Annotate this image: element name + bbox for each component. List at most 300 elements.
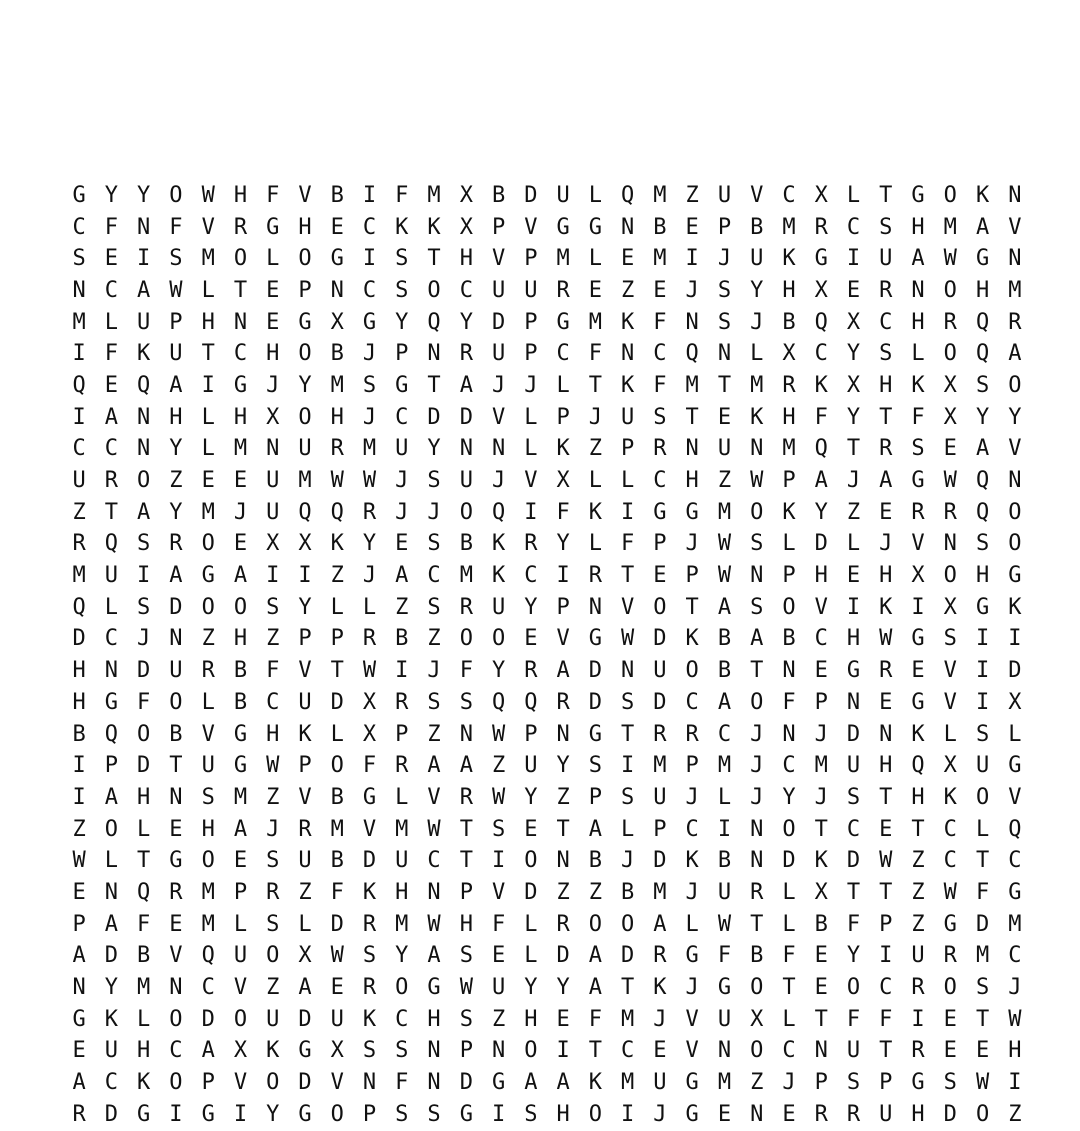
grid-cell[interactable]: C bbox=[621, 1038, 635, 1064]
grid-cell[interactable]: S bbox=[717, 309, 732, 335]
grid-cell[interactable]: D bbox=[975, 911, 990, 937]
grid-cell[interactable]: T bbox=[459, 848, 473, 874]
grid-cell[interactable]: Z bbox=[266, 784, 280, 810]
grid-cell[interactable]: K bbox=[814, 372, 828, 398]
grid-cell[interactable]: U bbox=[653, 784, 667, 810]
grid-cell[interactable]: C bbox=[717, 721, 732, 747]
grid-cell[interactable]: C bbox=[72, 214, 86, 240]
grid-cell[interactable]: R bbox=[459, 594, 473, 620]
grid-cell[interactable]: R bbox=[556, 277, 570, 303]
grid-cell[interactable]: G bbox=[556, 309, 570, 335]
grid-cell[interactable]: H bbox=[782, 277, 796, 303]
grid-cell[interactable]: P bbox=[395, 341, 409, 367]
grid-cell[interactable]: X bbox=[298, 943, 312, 969]
grid-cell[interactable]: H bbox=[266, 341, 280, 367]
grid-cell[interactable]: R bbox=[459, 341, 473, 367]
grid-cell[interactable]: I bbox=[201, 372, 215, 398]
grid-cell[interactable]: O bbox=[588, 911, 602, 937]
grid-cell[interactable]: S bbox=[137, 531, 151, 557]
grid-cell[interactable]: D bbox=[814, 531, 828, 557]
grid-cell[interactable]: P bbox=[556, 404, 570, 430]
grid-cell[interactable]: U bbox=[72, 468, 86, 494]
grid-cell[interactable]: R bbox=[169, 879, 183, 905]
grid-cell[interactable]: D bbox=[621, 943, 635, 969]
grid-cell[interactable]: R bbox=[879, 277, 893, 303]
grid-cell[interactable]: I bbox=[233, 1101, 248, 1127]
grid-cell[interactable]: R bbox=[104, 468, 119, 494]
grid-cell[interactable]: H bbox=[782, 404, 796, 430]
grid-cell[interactable]: W bbox=[879, 626, 893, 652]
grid-cell[interactable]: S bbox=[975, 975, 990, 1001]
grid-cell[interactable]: P bbox=[782, 563, 796, 589]
grid-cell[interactable]: T bbox=[588, 1038, 602, 1064]
grid-cell[interactable]: D bbox=[104, 943, 119, 969]
grid-cell[interactable]: U bbox=[137, 309, 151, 335]
grid-cell[interactable]: B bbox=[653, 214, 667, 240]
grid-cell[interactable]: Z bbox=[266, 975, 280, 1001]
grid-cell[interactable]: H bbox=[72, 658, 86, 684]
grid-cell[interactable]: K bbox=[330, 531, 344, 557]
grid-cell[interactable]: Z bbox=[169, 468, 183, 494]
grid-cell[interactable]: M bbox=[653, 246, 667, 272]
grid-cell[interactable]: G bbox=[911, 626, 925, 652]
grid-cell[interactable]: K bbox=[137, 341, 151, 367]
grid-cell[interactable]: A bbox=[233, 816, 248, 842]
grid-cell[interactable]: L bbox=[750, 341, 764, 367]
grid-cell[interactable]: Y bbox=[266, 1101, 280, 1127]
grid-cell[interactable]: G bbox=[233, 721, 248, 747]
grid-cell[interactable]: L bbox=[201, 277, 215, 303]
grid-cell[interactable]: D bbox=[1008, 658, 1022, 684]
grid-cell[interactable]: I bbox=[362, 246, 377, 272]
grid-cell[interactable]: I bbox=[395, 658, 409, 684]
grid-cell[interactable]: M bbox=[717, 753, 732, 779]
grid-cell[interactable]: M bbox=[362, 436, 377, 462]
grid-cell[interactable]: K bbox=[911, 372, 925, 398]
grid-cell[interactable]: M bbox=[330, 372, 344, 398]
grid-cell[interactable]: S bbox=[395, 246, 409, 272]
grid-cell[interactable]: T bbox=[814, 1006, 828, 1032]
grid-cell[interactable]: J bbox=[491, 468, 506, 494]
grid-cell[interactable]: M bbox=[653, 182, 667, 208]
grid-cell[interactable]: O bbox=[524, 1038, 538, 1064]
grid-cell[interactable]: L bbox=[717, 784, 732, 810]
grid-cell[interactable]: B bbox=[750, 214, 764, 240]
grid-cell[interactable]: K bbox=[782, 246, 796, 272]
grid-cell[interactable]: O bbox=[943, 277, 957, 303]
grid-cell[interactable]: Y bbox=[782, 784, 796, 810]
grid-cell[interactable]: A bbox=[137, 277, 151, 303]
grid-cell[interactable]: Z bbox=[72, 499, 86, 525]
grid-cell[interactable]: A bbox=[556, 658, 570, 684]
grid-cell[interactable]: G bbox=[556, 214, 570, 240]
grid-cell[interactable]: S bbox=[395, 277, 409, 303]
grid-cell[interactable]: R bbox=[879, 436, 893, 462]
grid-cell[interactable]: P bbox=[814, 1070, 828, 1096]
grid-cell[interactable]: D bbox=[137, 753, 151, 779]
grid-cell[interactable]: P bbox=[879, 1070, 893, 1096]
grid-cell[interactable]: B bbox=[750, 943, 764, 969]
grid-cell[interactable]: G bbox=[169, 848, 183, 874]
grid-cell[interactable]: U bbox=[491, 277, 506, 303]
grid-cell[interactable]: K bbox=[104, 1006, 119, 1032]
grid-cell[interactable]: J bbox=[750, 721, 764, 747]
grid-cell[interactable]: X bbox=[943, 594, 957, 620]
grid-cell[interactable]: O bbox=[685, 658, 699, 684]
grid-cell[interactable]: R bbox=[556, 689, 570, 715]
grid-cell[interactable]: N bbox=[717, 1038, 732, 1064]
grid-cell[interactable]: J bbox=[685, 975, 699, 1001]
grid-cell[interactable]: O bbox=[201, 594, 215, 620]
grid-cell[interactable]: C bbox=[846, 816, 861, 842]
grid-cell[interactable]: R bbox=[362, 626, 377, 652]
grid-cell[interactable]: L bbox=[330, 721, 344, 747]
grid-cell[interactable]: C bbox=[685, 816, 699, 842]
grid-cell[interactable]: A bbox=[459, 372, 473, 398]
grid-cell[interactable]: P bbox=[330, 626, 344, 652]
grid-cell[interactable]: Q bbox=[975, 309, 990, 335]
grid-cell[interactable]: P bbox=[169, 309, 183, 335]
grid-cell[interactable]: A bbox=[72, 943, 86, 969]
grid-cell[interactable]: I bbox=[846, 246, 861, 272]
grid-cell[interactable]: W bbox=[1008, 1006, 1022, 1032]
grid-cell[interactable]: N bbox=[137, 436, 151, 462]
grid-cell[interactable]: S bbox=[975, 531, 990, 557]
grid-cell[interactable]: V bbox=[491, 404, 506, 430]
grid-cell[interactable]: J bbox=[1008, 975, 1022, 1001]
grid-cell[interactable]: C bbox=[782, 753, 796, 779]
grid-cell[interactable]: D bbox=[653, 848, 667, 874]
grid-cell[interactable]: P bbox=[879, 911, 893, 937]
grid-cell[interactable]: X bbox=[846, 309, 861, 335]
grid-cell[interactable]: L bbox=[104, 594, 119, 620]
grid-cell[interactable]: G bbox=[233, 753, 248, 779]
grid-cell[interactable]: V bbox=[427, 784, 441, 810]
grid-cell[interactable]: V bbox=[201, 214, 215, 240]
grid-cell[interactable]: Q bbox=[72, 372, 86, 398]
grid-cell[interactable]: X bbox=[298, 531, 312, 557]
grid-cell[interactable]: B bbox=[233, 658, 248, 684]
grid-cell[interactable]: Q bbox=[621, 182, 635, 208]
grid-cell[interactable]: L bbox=[782, 879, 796, 905]
grid-cell[interactable]: H bbox=[395, 879, 409, 905]
grid-cell[interactable]: B bbox=[782, 626, 796, 652]
grid-cell[interactable]: U bbox=[298, 689, 312, 715]
grid-cell[interactable]: X bbox=[459, 214, 473, 240]
grid-cell[interactable]: G bbox=[911, 1070, 925, 1096]
grid-cell[interactable]: N bbox=[72, 277, 86, 303]
grid-cell[interactable]: B bbox=[395, 626, 409, 652]
grid-cell[interactable]: A bbox=[717, 689, 732, 715]
grid-cell[interactable]: O bbox=[201, 848, 215, 874]
grid-cell[interactable]: X bbox=[943, 753, 957, 779]
grid-cell[interactable]: V bbox=[621, 594, 635, 620]
grid-cell[interactable]: H bbox=[459, 911, 473, 937]
grid-cell[interactable]: J bbox=[362, 341, 377, 367]
grid-cell[interactable]: Z bbox=[1008, 1101, 1022, 1127]
grid-cell[interactable]: I bbox=[879, 943, 893, 969]
grid-cell[interactable]: E bbox=[524, 816, 538, 842]
grid-cell[interactable]: S bbox=[427, 1101, 441, 1127]
grid-cell[interactable]: U bbox=[556, 182, 570, 208]
grid-cell[interactable]: W bbox=[427, 911, 441, 937]
grid-cell[interactable]: J bbox=[685, 784, 699, 810]
grid-cell[interactable]: K bbox=[556, 436, 570, 462]
grid-cell[interactable]: X bbox=[556, 468, 570, 494]
grid-cell[interactable]: D bbox=[362, 848, 377, 874]
grid-cell[interactable]: J bbox=[653, 1101, 667, 1127]
grid-cell[interactable]: S bbox=[395, 1101, 409, 1127]
grid-cell[interactable]: H bbox=[846, 626, 861, 652]
grid-cell[interactable]: T bbox=[814, 816, 828, 842]
grid-cell[interactable]: H bbox=[524, 1006, 538, 1032]
grid-cell[interactable]: C bbox=[72, 436, 86, 462]
grid-cell[interactable]: V bbox=[233, 1070, 248, 1096]
grid-cell[interactable]: R bbox=[911, 975, 925, 1001]
grid-cell[interactable]: T bbox=[782, 975, 796, 1001]
grid-cell[interactable]: B bbox=[782, 309, 796, 335]
grid-cell[interactable]: Z bbox=[911, 848, 925, 874]
grid-cell[interactable]: N bbox=[911, 277, 925, 303]
grid-cell[interactable]: N bbox=[459, 436, 473, 462]
grid-cell[interactable]: E bbox=[266, 309, 280, 335]
grid-cell[interactable]: T bbox=[685, 404, 699, 430]
grid-cell[interactable]: U bbox=[846, 1038, 861, 1064]
grid-cell[interactable]: R bbox=[782, 372, 796, 398]
grid-cell[interactable]: O bbox=[750, 689, 764, 715]
grid-cell[interactable]: F bbox=[395, 182, 409, 208]
grid-cell[interactable]: K bbox=[298, 721, 312, 747]
grid-cell[interactable]: H bbox=[975, 563, 990, 589]
grid-cell[interactable]: V bbox=[556, 626, 570, 652]
grid-cell[interactable]: J bbox=[653, 1006, 667, 1032]
grid-cell[interactable]: O bbox=[330, 1101, 344, 1127]
grid-cell[interactable]: L bbox=[201, 436, 215, 462]
grid-cell[interactable]: C bbox=[556, 341, 570, 367]
grid-cell[interactable]: O bbox=[846, 975, 861, 1001]
grid-cell[interactable]: C bbox=[169, 1038, 183, 1064]
grid-cell[interactable]: R bbox=[362, 975, 377, 1001]
grid-cell[interactable]: Z bbox=[330, 563, 344, 589]
grid-cell[interactable]: Y bbox=[556, 753, 570, 779]
grid-cell[interactable]: L bbox=[524, 436, 538, 462]
grid-cell[interactable]: R bbox=[169, 531, 183, 557]
grid-cell[interactable]: P bbox=[459, 879, 473, 905]
grid-cell[interactable]: U bbox=[653, 1070, 667, 1096]
grid-cell[interactable]: I bbox=[491, 1101, 506, 1127]
grid-cell[interactable]: S bbox=[621, 689, 635, 715]
grid-cell[interactable]: U bbox=[233, 943, 248, 969]
grid-cell[interactable]: C bbox=[943, 848, 957, 874]
grid-cell[interactable]: M bbox=[298, 468, 312, 494]
grid-cell[interactable]: T bbox=[104, 499, 119, 525]
grid-cell[interactable]: G bbox=[330, 246, 344, 272]
grid-cell[interactable]: R bbox=[298, 816, 312, 842]
grid-cell[interactable]: M bbox=[782, 214, 796, 240]
grid-cell[interactable]: H bbox=[911, 784, 925, 810]
grid-cell[interactable]: L bbox=[137, 1006, 151, 1032]
grid-cell[interactable]: Y bbox=[104, 975, 119, 1001]
grid-cell[interactable]: K bbox=[137, 1070, 151, 1096]
grid-cell[interactable]: Z bbox=[427, 721, 441, 747]
grid-cell[interactable]: A bbox=[911, 246, 925, 272]
grid-cell[interactable]: S bbox=[266, 848, 280, 874]
grid-cell[interactable]: B bbox=[717, 658, 732, 684]
grid-cell[interactable]: I bbox=[524, 499, 538, 525]
grid-cell[interactable]: Q bbox=[137, 372, 151, 398]
grid-cell[interactable]: T bbox=[556, 816, 570, 842]
grid-cell[interactable]: T bbox=[975, 848, 990, 874]
grid-cell[interactable]: N bbox=[427, 1038, 441, 1064]
grid-cell[interactable]: T bbox=[427, 372, 441, 398]
grid-cell[interactable]: G bbox=[72, 1006, 86, 1032]
grid-cell[interactable]: P bbox=[459, 1038, 473, 1064]
grid-cell[interactable]: V bbox=[1008, 784, 1022, 810]
grid-cell[interactable]: A bbox=[169, 372, 183, 398]
grid-cell[interactable]: T bbox=[685, 594, 699, 620]
grid-cell[interactable]: K bbox=[911, 721, 925, 747]
grid-cell[interactable]: R bbox=[201, 658, 215, 684]
grid-cell[interactable]: F bbox=[395, 1070, 409, 1096]
grid-cell[interactable]: E bbox=[72, 879, 86, 905]
grid-cell[interactable]: E bbox=[911, 658, 925, 684]
grid-cell[interactable]: N bbox=[750, 848, 764, 874]
grid-cell[interactable]: C bbox=[846, 214, 861, 240]
grid-cell[interactable]: E bbox=[846, 563, 861, 589]
grid-cell[interactable]: P bbox=[298, 277, 312, 303]
grid-cell[interactable]: Q bbox=[524, 689, 538, 715]
grid-cell[interactable]: Q bbox=[201, 943, 215, 969]
grid-cell[interactable]: U bbox=[395, 436, 409, 462]
grid-cell[interactable]: C bbox=[427, 563, 441, 589]
grid-cell[interactable]: E bbox=[104, 246, 119, 272]
grid-cell[interactable]: D bbox=[782, 848, 796, 874]
grid-cell[interactable]: U bbox=[879, 246, 893, 272]
grid-cell[interactable]: P bbox=[814, 689, 828, 715]
grid-cell[interactable]: A bbox=[427, 943, 441, 969]
grid-cell[interactable]: Y bbox=[846, 341, 861, 367]
grid-cell[interactable]: L bbox=[782, 911, 796, 937]
grid-cell[interactable]: E bbox=[879, 816, 893, 842]
grid-cell[interactable]: S bbox=[169, 246, 183, 272]
grid-cell[interactable]: N bbox=[104, 658, 119, 684]
grid-cell[interactable]: A bbox=[459, 753, 473, 779]
grid-cell[interactable]: S bbox=[427, 531, 441, 557]
grid-cell[interactable]: E bbox=[943, 1038, 957, 1064]
grid-cell[interactable]: H bbox=[169, 404, 183, 430]
grid-cell[interactable]: S bbox=[137, 594, 151, 620]
grid-cell[interactable]: J bbox=[685, 879, 699, 905]
grid-cell[interactable]: D bbox=[459, 404, 473, 430]
grid-cell[interactable]: F bbox=[266, 658, 280, 684]
grid-cell[interactable]: L bbox=[588, 246, 602, 272]
grid-cell[interactable]: O bbox=[266, 1070, 280, 1096]
grid-cell[interactable]: M bbox=[201, 246, 215, 272]
grid-cell[interactable]: F bbox=[104, 214, 119, 240]
grid-cell[interactable]: N bbox=[427, 341, 441, 367]
grid-cell[interactable]: J bbox=[588, 404, 602, 430]
grid-cell[interactable]: Q bbox=[1008, 816, 1022, 842]
grid-cell[interactable]: W bbox=[330, 943, 344, 969]
grid-cell[interactable]: V bbox=[233, 975, 248, 1001]
grid-cell[interactable]: Y bbox=[814, 499, 828, 525]
grid-cell[interactable]: E bbox=[556, 1006, 570, 1032]
grid-cell[interactable]: I bbox=[556, 1038, 570, 1064]
grid-cell[interactable]: S bbox=[653, 404, 667, 430]
grid-cell[interactable]: I bbox=[298, 563, 312, 589]
grid-cell[interactable]: Z bbox=[395, 594, 409, 620]
grid-cell[interactable]: N bbox=[491, 1038, 506, 1064]
grid-cell[interactable]: O bbox=[201, 531, 215, 557]
grid-cell[interactable]: L bbox=[621, 816, 635, 842]
grid-cell[interactable]: M bbox=[556, 246, 570, 272]
grid-cell[interactable]: R bbox=[653, 721, 667, 747]
grid-cell[interactable]: M bbox=[621, 1006, 635, 1032]
grid-cell[interactable]: R bbox=[879, 658, 893, 684]
grid-cell[interactable]: A bbox=[201, 1038, 215, 1064]
grid-cell[interactable]: O bbox=[427, 277, 441, 303]
grid-cell[interactable]: W bbox=[717, 911, 732, 937]
grid-cell[interactable]: Y bbox=[750, 277, 764, 303]
grid-cell[interactable]: G bbox=[1008, 879, 1022, 905]
grid-cell[interactable]: G bbox=[201, 1101, 215, 1127]
grid-cell[interactable]: A bbox=[233, 563, 248, 589]
grid-cell[interactable]: W bbox=[362, 658, 377, 684]
grid-cell[interactable]: L bbox=[782, 1006, 796, 1032]
grid-cell[interactable]: G bbox=[395, 372, 409, 398]
grid-cell[interactable]: H bbox=[879, 563, 893, 589]
grid-cell[interactable]: N bbox=[621, 214, 635, 240]
grid-cell[interactable]: U bbox=[330, 1006, 344, 1032]
grid-cell[interactable]: G bbox=[685, 1070, 699, 1096]
grid-cell[interactable]: X bbox=[846, 372, 861, 398]
grid-cell[interactable]: S bbox=[491, 816, 506, 842]
grid-cell[interactable]: O bbox=[298, 246, 312, 272]
grid-cell[interactable]: H bbox=[911, 309, 925, 335]
grid-cell[interactable]: G bbox=[362, 309, 377, 335]
grid-cell[interactable]: V bbox=[1008, 214, 1022, 240]
grid-cell[interactable]: A bbox=[588, 943, 602, 969]
grid-cell[interactable]: G bbox=[975, 246, 990, 272]
grid-cell[interactable]: E bbox=[266, 277, 280, 303]
grid-cell[interactable]: R bbox=[556, 911, 570, 937]
grid-cell[interactable]: I bbox=[911, 594, 925, 620]
grid-cell[interactable]: O bbox=[943, 563, 957, 589]
grid-cell[interactable]: U bbox=[975, 753, 990, 779]
grid-cell[interactable]: E bbox=[169, 816, 183, 842]
grid-cell[interactable]: F bbox=[975, 879, 990, 905]
grid-cell[interactable]: T bbox=[137, 848, 151, 874]
grid-cell[interactable]: V bbox=[298, 182, 312, 208]
grid-cell[interactable]: J bbox=[427, 658, 441, 684]
grid-cell[interactable]: P bbox=[685, 753, 699, 779]
grid-cell[interactable]: L bbox=[330, 594, 344, 620]
grid-cell[interactable]: E bbox=[653, 277, 667, 303]
grid-cell[interactable]: S bbox=[459, 943, 473, 969]
grid-cell[interactable]: E bbox=[621, 246, 635, 272]
grid-cell[interactable]: F bbox=[782, 689, 796, 715]
grid-cell[interactable]: V bbox=[169, 943, 183, 969]
grid-cell[interactable]: H bbox=[233, 404, 248, 430]
grid-cell[interactable]: G bbox=[588, 721, 602, 747]
grid-cell[interactable]: T bbox=[330, 658, 344, 684]
grid-cell[interactable]: O bbox=[137, 468, 151, 494]
grid-cell[interactable]: S bbox=[975, 721, 990, 747]
grid-cell[interactable]: C bbox=[104, 1070, 119, 1096]
grid-cell[interactable]: U bbox=[717, 436, 732, 462]
grid-cell[interactable]: A bbox=[717, 594, 732, 620]
grid-cell[interactable]: J bbox=[750, 309, 764, 335]
